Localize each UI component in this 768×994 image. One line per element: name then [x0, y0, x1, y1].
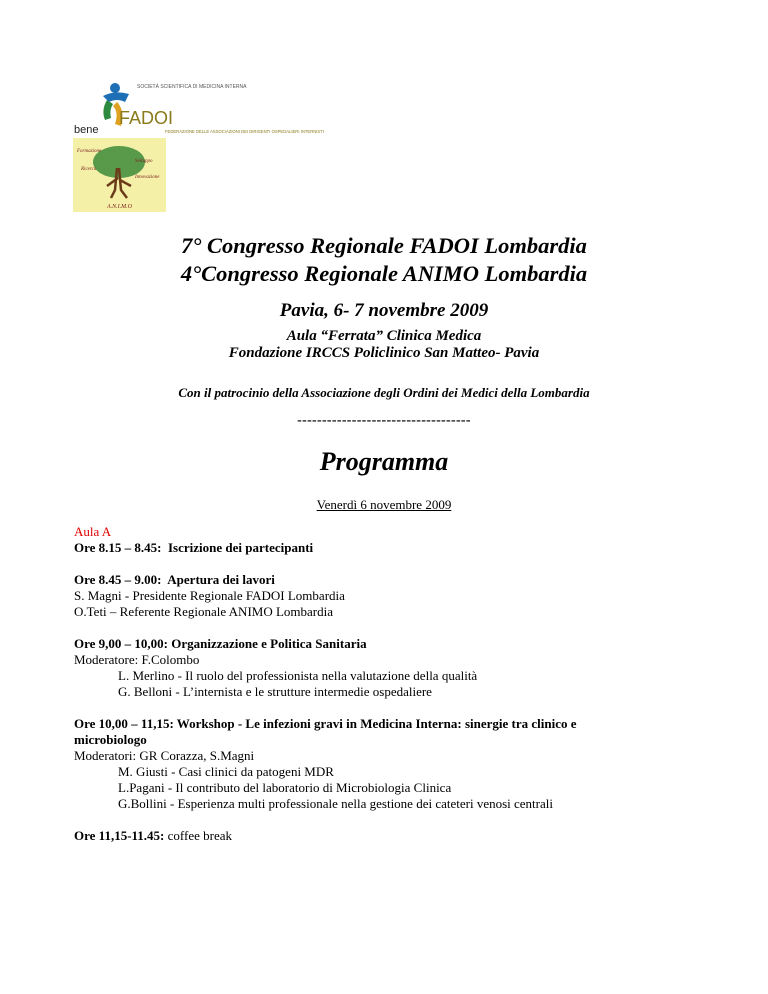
- fadoi-tagline-text: SOCIETÀ SCIENTIFICA DI MEDICINA INTERNA: [137, 84, 247, 90]
- session-title: Iscrizione dei partecipanti: [168, 540, 314, 555]
- session-organization: [74, 636, 694, 652]
- section-divider: -----------------------------------: [297, 413, 471, 428]
- speaker-line: O.Teti – Referente Regionale ANIMO Lombardia: [74, 604, 334, 619]
- talk-line: L.Pagani - Il contributo del laboratorio di Microbiologia Clinica: [118, 780, 452, 795]
- animo-word-2: Ricerca: [81, 167, 97, 172]
- fadoi-federation: FEDERAZIONE DELLE ASSOCIAZIONI DEI DIRIGENTI OSPEDALIERI INTERNISTI: [165, 129, 324, 134]
- talk-line: M. Giusti - Casi clinici da patogeni MDR: [118, 764, 334, 779]
- animo-wordmark: A.N.I.M.O: [107, 204, 132, 210]
- fadoi-logo: [95, 80, 345, 136]
- speaker-line: S. Magni - Presidente Regionale FADOI Lombardia: [74, 588, 345, 603]
- bene-label: bene: [74, 124, 99, 136]
- fadoi-figure-head: [110, 83, 120, 93]
- program-heading: Programma: [319, 447, 449, 476]
- session-workshop: [74, 716, 694, 732]
- session-opening: [74, 572, 694, 588]
- talk-line: G.Bollini - Esperienza multi professionale nella gestione dei cateteri venosi centrali: [118, 796, 553, 811]
- title-fadoi: 7° Congresso Regionale FADOI Lombardia: [181, 233, 587, 258]
- session-title: coffee break: [167, 828, 232, 843]
- animo-logo: [73, 138, 166, 212]
- session-title: Apertura dei lavori: [167, 572, 275, 587]
- session-time: Ore 9,00 – 10,00:: [74, 636, 168, 651]
- room-label: Aula A: [74, 524, 112, 539]
- session-time: Ore 8.15 – 8.45:: [74, 540, 162, 555]
- event-place-date: Pavia, 6- 7 novembre 2009: [279, 300, 489, 321]
- venue-institution: Fondazione IRCCS Policlinico San Matteo- Pavia: [228, 345, 540, 361]
- session-title: Organizzazione e Politica Sanitaria: [171, 636, 367, 651]
- patronage-note: Con il patrocinio della Associazione degli Ordini dei Medici della Lombardia: [178, 385, 590, 400]
- session-title: Workshop - Le infezioni gravi in Medicina Interna: sinergie tra clinico e: [176, 716, 577, 731]
- talk-line: L. Merlino - Il ruolo del professionista nella valutazione della qualità: [118, 668, 478, 683]
- session-title-continued: microbiologo: [74, 732, 147, 747]
- fadoi-figure-arm: [103, 100, 113, 120]
- session-registration: [74, 540, 694, 556]
- animo-word-1: Formazione: [77, 149, 102, 154]
- moderator-line: Moderatore: F.Colombo: [74, 652, 200, 667]
- session-coffee-break: [74, 828, 694, 844]
- title-block: [0, 232, 768, 288]
- venue-room: Aula “Ferrata” Clinica Medica: [286, 328, 482, 344]
- session-time: Ore 8.45 – 9.00:: [74, 572, 162, 587]
- fadoi-tagline: [137, 83, 247, 90]
- talk-line: G. Belloni - L’internista e le strutture intermedie ospedaliere: [118, 684, 432, 699]
- animo-word-4: Innovazione: [135, 175, 160, 180]
- fadoi-wordmark: FADOI: [119, 108, 174, 128]
- session-time: Ore 10,00 – 11,15:: [74, 716, 174, 731]
- session-time: Ore 11,15-11.45:: [74, 828, 165, 843]
- program-date: Venerdì 6 novembre 2009: [316, 497, 452, 512]
- animo-word-3: Sviluppo: [135, 159, 153, 164]
- title-animo: 4°Congresso Regionale ANIMO Lombardia: [180, 261, 588, 286]
- moderator-line: Moderatori: GR Corazza, S.Magni: [74, 748, 255, 763]
- program-body: [74, 524, 694, 844]
